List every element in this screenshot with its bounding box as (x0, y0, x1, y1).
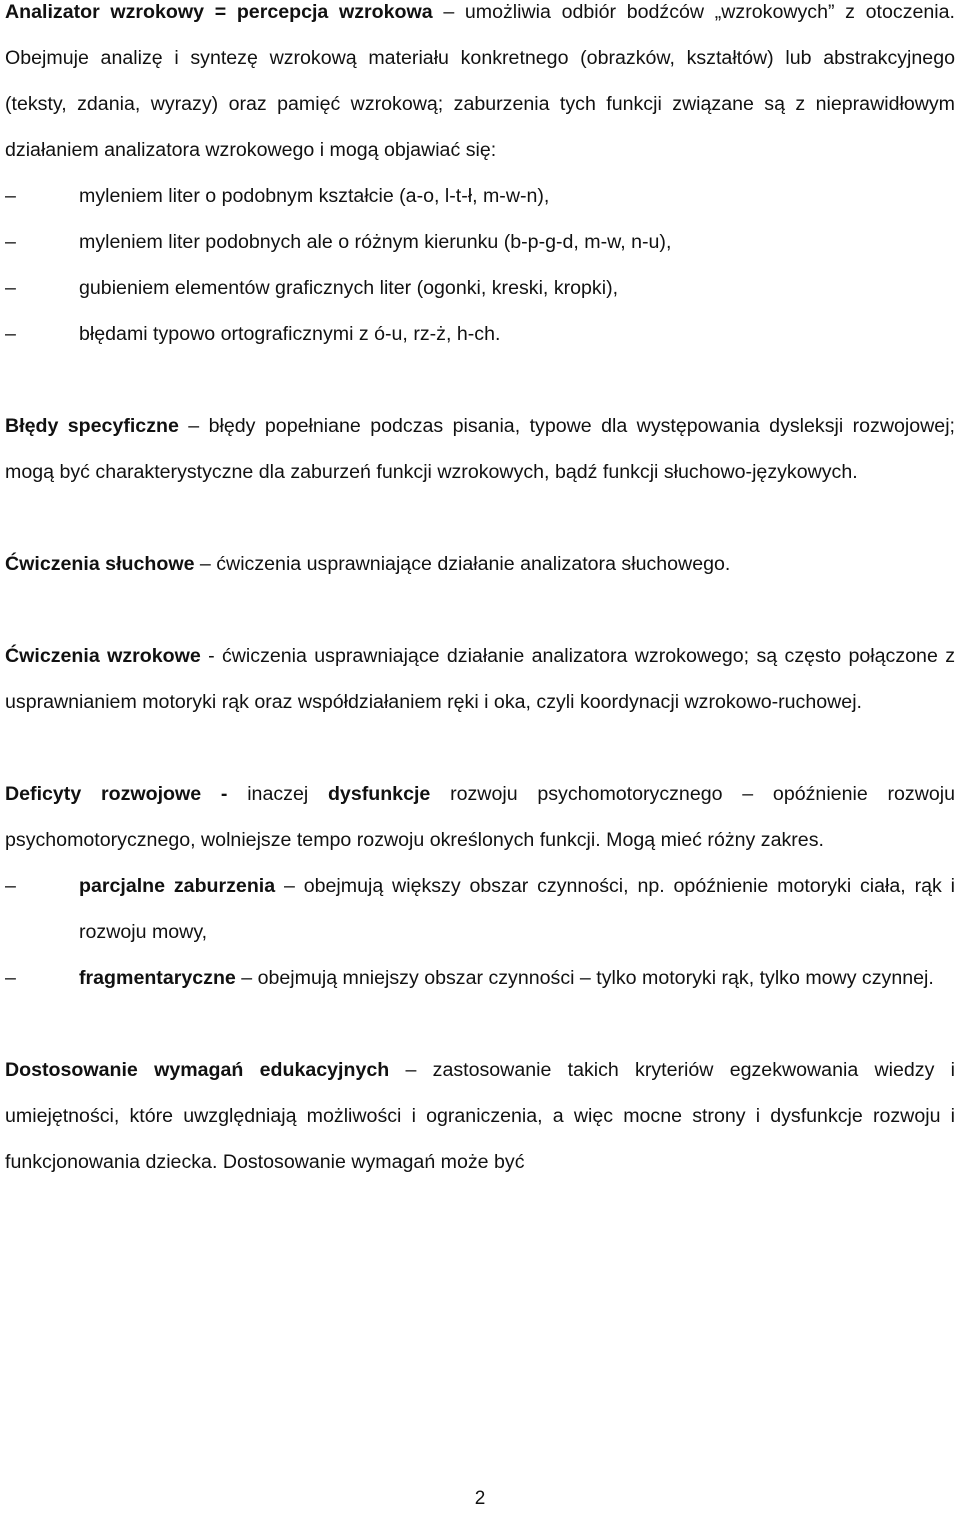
list-item (5, 173, 955, 219)
term-parcjalne-zaburzenia: parcjalne zaburzenia (79, 875, 276, 897)
term-bledy-specyficzne: Błędy specyficzne (5, 415, 179, 437)
paragraph-cwiczenia-sluchowe (5, 541, 955, 587)
list-dash: – (5, 231, 16, 253)
definition-text: rozwoju psychomotorycznego – opóźnienie rozwoju psychomotorycznego, wolniejsze tempo rozwoju określonych funkcji. Mogą mieć różny zakres. (5, 783, 955, 851)
term-deficyty-rozwojowe: Deficyty rozwojowe - (5, 783, 228, 805)
list-item (5, 863, 955, 955)
list-item (5, 311, 955, 357)
definition-text: – zastosowanie takich kryteriów egzekwowania wiedzy i umiejętności, które uwzględniają możliwości i ograniczenia, a więc mocne strony i dysfunkcje rozwoju i funkcjonowania dziecka. Dostosowanie wymagań może być (5, 1059, 955, 1173)
list-item-text: – obejmują mniejszy obszar czynności – tylko motoryki rąk, tylko mowy czynnej. (235, 967, 934, 989)
paragraph-bledy-specyficzne (5, 403, 955, 495)
term-dysfunkcje: dysfunkcje (327, 783, 431, 805)
definition-text: – ćwiczenia usprawniające działanie analizatora słuchowego. (194, 553, 731, 575)
document-page (5, 0, 955, 1185)
symptoms-list (5, 173, 955, 357)
list-item-text: myleniem liter o podobnym kształcie (a-o, l-t-ł, m-w-n), (79, 185, 550, 207)
list-item (5, 955, 955, 1001)
definition-text: – umożliwia odbiór bodźców „wzrokowych” z otoczenia. Obejmuje analizę i syntezę wzrokową materiału konkretnego (obrazków, kształtów) lub abstrakcyjnego (teksty, zdania, wyrazy) oraz pamięć wzrokową; zaburzenia tych funkcji związane są z nieprawidłowym działaniem analizatora wzrokowego i mogą objawiać się: (5, 1, 955, 161)
list-item-text: gubieniem elementów graficznych liter (ogonki, kreski, kropki), (79, 277, 619, 299)
term-cwiczenia-wzrokowe: Ćwiczenia wzrokowe (5, 645, 201, 667)
term-cwiczenia-sluchowe: Ćwiczenia słuchowe (5, 553, 195, 575)
list-dash: – (5, 875, 16, 897)
page-number: 2 (474, 1488, 486, 1509)
term-analizator-wzrokowy: Analizator wzrokowy = percepcja wzrokowa (5, 1, 433, 23)
definition-text: – błędy popełniane podczas pisania, typowe dla występowania dysleksji rozwojowej; mogą być charakterystyczne dla zaburzeń funkcji wzrokowych, bądź funkcji słuchowo-językowych. (5, 415, 955, 483)
list-item (5, 265, 955, 311)
list-item-text: myleniem liter podobnych ale o różnym kierunku (b-p-g-d, m-w, n-u), (79, 231, 672, 253)
list-item-text: – obejmują większy obszar czynności, np. opóźnienie motoryki ciała, rąk i rozwoju mowy, (79, 875, 955, 943)
deficits-list (5, 863, 955, 1001)
term-dostosowanie-wymagan: Dostosowanie wymagań edukacyjnych (5, 1059, 390, 1081)
list-dash: – (5, 967, 16, 989)
list-dash: – (5, 277, 16, 299)
list-dash: – (5, 323, 16, 345)
paragraph-deficyty-rozwojowe (5, 771, 955, 863)
term-fragmentaryczne: fragmentaryczne (79, 967, 236, 989)
definition-text: inaczej (227, 783, 328, 805)
paragraph-cwiczenia-wzrokowe (5, 633, 955, 725)
paragraph-analizator-wzrokowy (5, 0, 955, 173)
list-dash: – (5, 185, 16, 207)
list-item-text: błędami typowo ortograficznymi z ó-u, rz-ż, h-ch. (79, 323, 501, 345)
definition-text: - ćwiczenia usprawniające działanie analizatora wzrokowego; są często połączone z usprawnianiem motoryki rąk oraz współdziałaniem ręki i oka, czyli koordynacji wzrokowo-ruchowej. (5, 645, 955, 713)
list-item (5, 219, 955, 265)
paragraph-dostosowanie-wymagan (5, 1047, 955, 1185)
